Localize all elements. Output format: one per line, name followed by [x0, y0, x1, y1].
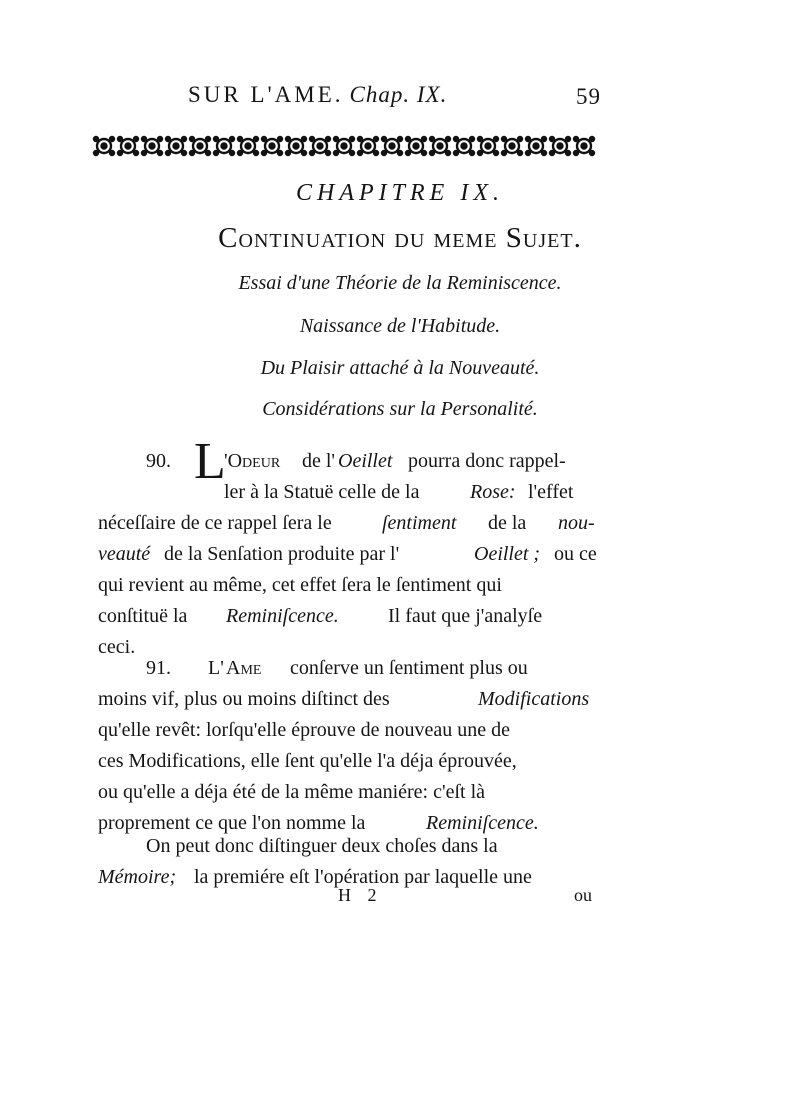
signature-mark: H 2: [338, 885, 383, 905]
text-span: pourra donc rappel-: [408, 450, 566, 472]
text-span: Mémoire;: [98, 866, 177, 888]
paragraph-number: 90.: [146, 450, 171, 472]
text-span: de la: [488, 512, 527, 534]
text-span: conſtituë la: [98, 605, 188, 627]
text-span: On peut donc diſtinguer deux choſes dans la: [146, 835, 498, 857]
text-span: ces Modifications, elle ſent qu'elle l'a déja éprouvée,: [98, 750, 517, 772]
text-span: proprement ce que l'on nomme la: [98, 812, 366, 834]
text-span: 'Odeur: [224, 450, 281, 472]
paragraph-memoire: [98, 831, 602, 893]
catchword: ou: [574, 885, 592, 905]
text-span: de l': [302, 450, 336, 472]
text-span: de la Senſation produite par l': [164, 543, 400, 565]
subtitle-habitude: Naissance de l'Habitude.: [299, 315, 501, 337]
text-span: la premiére eſt l'opération par laquelle une: [194, 866, 532, 888]
text-span: Reminiſcence.: [226, 605, 339, 627]
text-span: L': [208, 657, 224, 679]
chapter-title: Continuation du meme Sujet.: [218, 222, 582, 254]
chapter-reference: Chap. IX.: [349, 82, 448, 107]
text-span: Rose:: [470, 481, 516, 503]
text-span: qui revient au même, cet effet ſera le ſentiment qui: [98, 574, 502, 596]
text-span: nou-: [558, 512, 595, 534]
text-span: conſerve un ſentiment plus ou: [290, 657, 528, 679]
text-span: ſentiment: [382, 512, 457, 534]
text-span: qu'elle revêt: lorſqu'elle éprouve de nouveau une de: [98, 719, 511, 741]
text-span: l'effet: [528, 481, 574, 503]
text-span: ceci.: [98, 636, 136, 658]
paragraph-90: [98, 433, 602, 658]
text-span: ou ce: [554, 543, 597, 565]
page-number: 59: [576, 84, 601, 109]
paragraph-number: 91.: [146, 657, 171, 679]
text-span: Ame: [226, 657, 262, 679]
text-span: Oeillet: [338, 450, 393, 472]
text-span: ler à la Statuë celle de la: [224, 481, 420, 503]
running-header: [188, 82, 608, 118]
text-span: Modifications: [478, 688, 590, 710]
text-span: veauté: [98, 543, 151, 565]
ornament-band-icon: [92, 133, 606, 159]
text-span: ou qu'elle a déja été de la même maniére: c'eſt là: [98, 781, 486, 803]
text-span: néceſſaire de ce rappel ſera le: [98, 512, 332, 534]
running-title: SUR L'AME. Chap. IX.: [188, 82, 448, 107]
chapter-label: CHAPITRE IX.: [296, 180, 504, 206]
text-span: moins vif, plus ou moins diſtinct des: [98, 688, 390, 710]
subtitle-plaisir: Du Plaisir attaché à la Nouveauté.: [260, 357, 540, 379]
subtitle-reminiscence: Essai d'une Théorie de la Reminiscence.: [238, 272, 562, 294]
text-span: Oeillet ;: [474, 543, 541, 565]
text-span: Il faut que j'analyſe: [388, 605, 543, 627]
drop-cap: L: [194, 433, 226, 490]
text-span: Reminiſcence.: [426, 812, 539, 834]
subtitle-personalite: Considérations sur la Personalité.: [262, 398, 538, 420]
paragraph-91: [98, 653, 602, 834]
